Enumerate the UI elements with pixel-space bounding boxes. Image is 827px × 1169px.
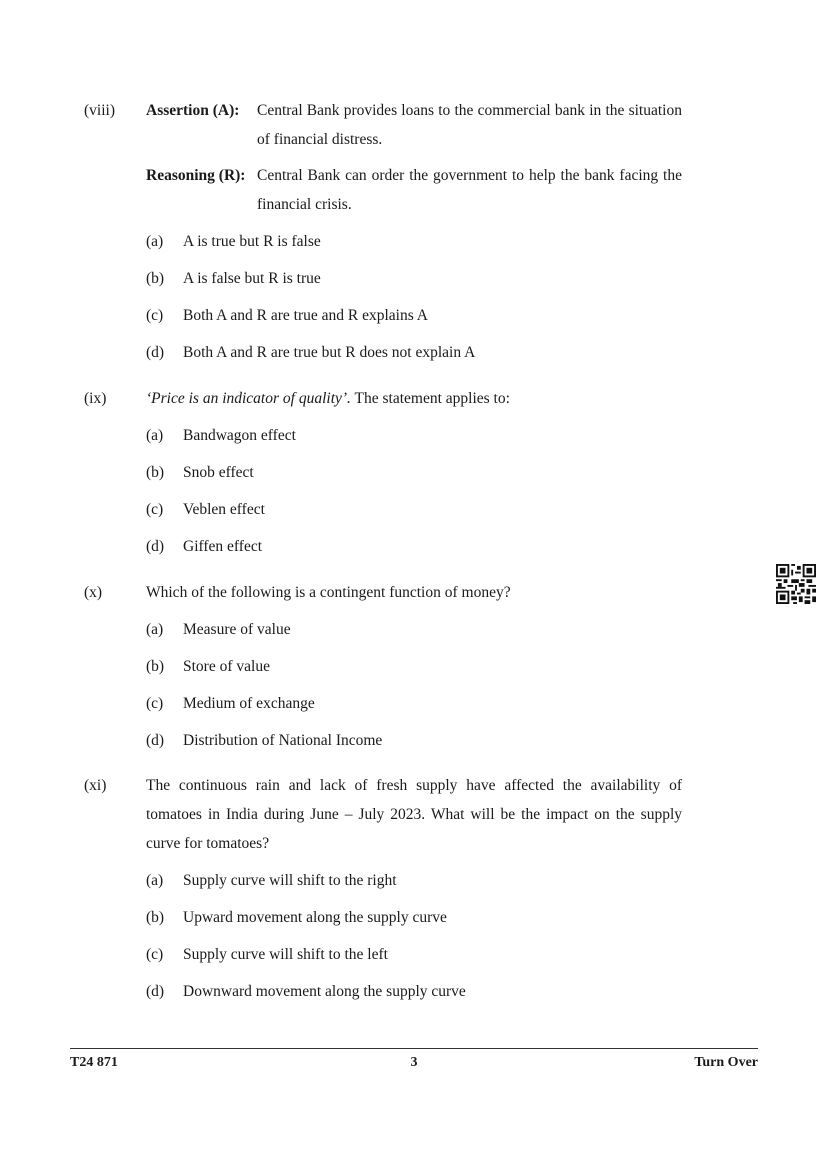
option-letter: (d): [146, 538, 165, 555]
question-number: (ix): [84, 390, 107, 407]
page-number: 3: [410, 1055, 418, 1070]
paper-code: T24 871: [70, 1055, 118, 1070]
option-text: A is true but R is false: [183, 233, 321, 250]
option-text: Bandwagon effect: [183, 427, 296, 444]
assertion-text: Central Bank provides loans to the commercial bank in the situation of financial distress.: [257, 102, 682, 148]
option-text: Measure of value: [183, 621, 291, 638]
option-text: Medium of exchange: [183, 695, 315, 712]
option-text: Both A and R are true but R does not explain A: [183, 344, 476, 361]
quoted-statement: ‘Price is an indicator of quality’.: [146, 390, 351, 407]
option-letter: (b): [146, 464, 165, 481]
option-text: Upward movement along the supply curve: [183, 909, 447, 926]
stem-rest: The statement applies to:: [350, 390, 510, 407]
option-text: Giffen effect: [183, 538, 263, 555]
question-stem: The continuous rain and lack of fresh supply have affected the availability of tomatoes in India during June – July 2023. What will be the impact on the supply curve for tomatoes?: [146, 777, 682, 852]
option-text: Downward movement along the supply curve: [183, 983, 466, 1000]
page-footer: [70, 1048, 758, 1070]
option-letter: (d): [146, 732, 165, 749]
question-number: (x): [84, 584, 103, 601]
option-letter: (c): [146, 946, 164, 963]
option-letter: (b): [146, 658, 165, 675]
option-text: Both A and R are true and R explains A: [183, 307, 428, 324]
option-text: Snob effect: [183, 464, 254, 481]
question-stem: [146, 384, 510, 413]
question-stem: Which of the following is a contingent function of money?: [146, 584, 511, 601]
option-letter: (b): [146, 909, 165, 926]
reasoning-label-text: Reasoning (R):: [146, 167, 246, 184]
reasoning-label: [146, 161, 245, 190]
option-text: A is false but R is true: [183, 270, 321, 287]
qr-code-icon: [776, 564, 816, 604]
option-text: Supply curve will shift to the left: [183, 946, 388, 963]
option-letter: (a): [146, 621, 164, 638]
question-number: (viii): [84, 102, 115, 119]
option-letter: (c): [146, 501, 164, 518]
option-text: Supply curve will shift to the right: [183, 872, 397, 889]
option-letter: (b): [146, 270, 165, 287]
turn-over-label: Turn Over: [694, 1055, 758, 1070]
question-number: (xi): [84, 777, 107, 794]
option-letter: (a): [146, 233, 164, 250]
assertion-label-text: Assertion (A):: [146, 102, 240, 119]
option-letter: (c): [146, 307, 164, 324]
option-letter: (a): [146, 872, 164, 889]
reasoning-text: Central Bank can order the government to help the bank facing the financial crisis.: [257, 167, 682, 213]
option-text: Distribution of National Income: [183, 732, 383, 749]
option-letter: (a): [146, 427, 164, 444]
option-text: Store of value: [183, 658, 270, 675]
option-letter: (d): [146, 344, 165, 361]
option-text: Veblen effect: [183, 501, 265, 518]
option-letter: (c): [146, 695, 164, 712]
assertion-label: [146, 96, 239, 125]
option-letter: (d): [146, 983, 165, 1000]
